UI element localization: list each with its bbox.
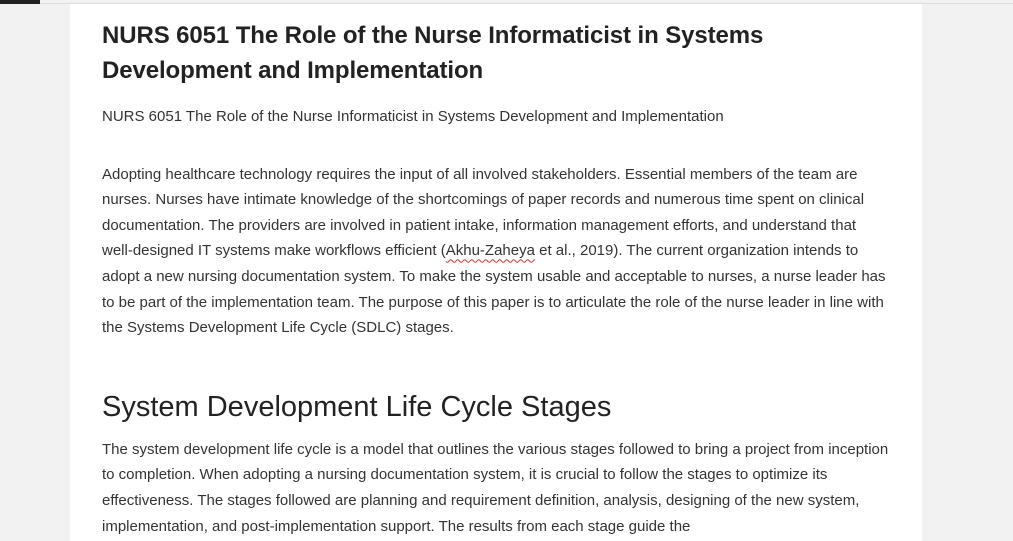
intro-text-start: Adopting healthcare technology requires the input of all involved stakeholders. Essential members of the team are nurses. Nurses have intimate knowledge of the shortcomings of paper records and numerous time spent on clinical documentation. The providers are involved in patient intake, information management efforts, and understand that well-designed IT systems make workflows efficient ( <box>102 165 865 260</box>
top-tab <box>0 0 40 4</box>
intro-text-end: et al., 2019). The current organization intends to adopt a new nursing documentation system. To make the system usable and acceptable to nurses, a nurse leader has to be part of the implementation team. The purpose of this paper is to articulate the role of the nurse leader in line with the Systems Development Life Cycle (SDLC) stages. <box>102 242 886 337</box>
article-page <box>70 4 922 541</box>
section-paragraph: The system development life cycle is a model that outlines the various stages followed to bring a project from inception to completion. When adopting a nursing documentation system, it is crucial to follow the stages to optimize its effectiveness. The stages followed are planning and requirement definition, analysis, designing of the new system, implementation, and post-implementation support. The results from each stage guide the <box>102 440 889 535</box>
spellcheck-flagged-word[interactable]: Akhu-Zaheya <box>445 242 535 260</box>
article-title: NURS 6051 The Role of the Nurse Informaticist in Systems Development and Implementation <box>102 22 764 84</box>
article-subtitle: NURS 6051 The Role of the Nurse Informaticist in Systems Development and Implementation <box>102 108 724 125</box>
intro-paragraph <box>102 162 890 341</box>
section-heading: System Development Life Cycle Stages <box>102 390 612 423</box>
